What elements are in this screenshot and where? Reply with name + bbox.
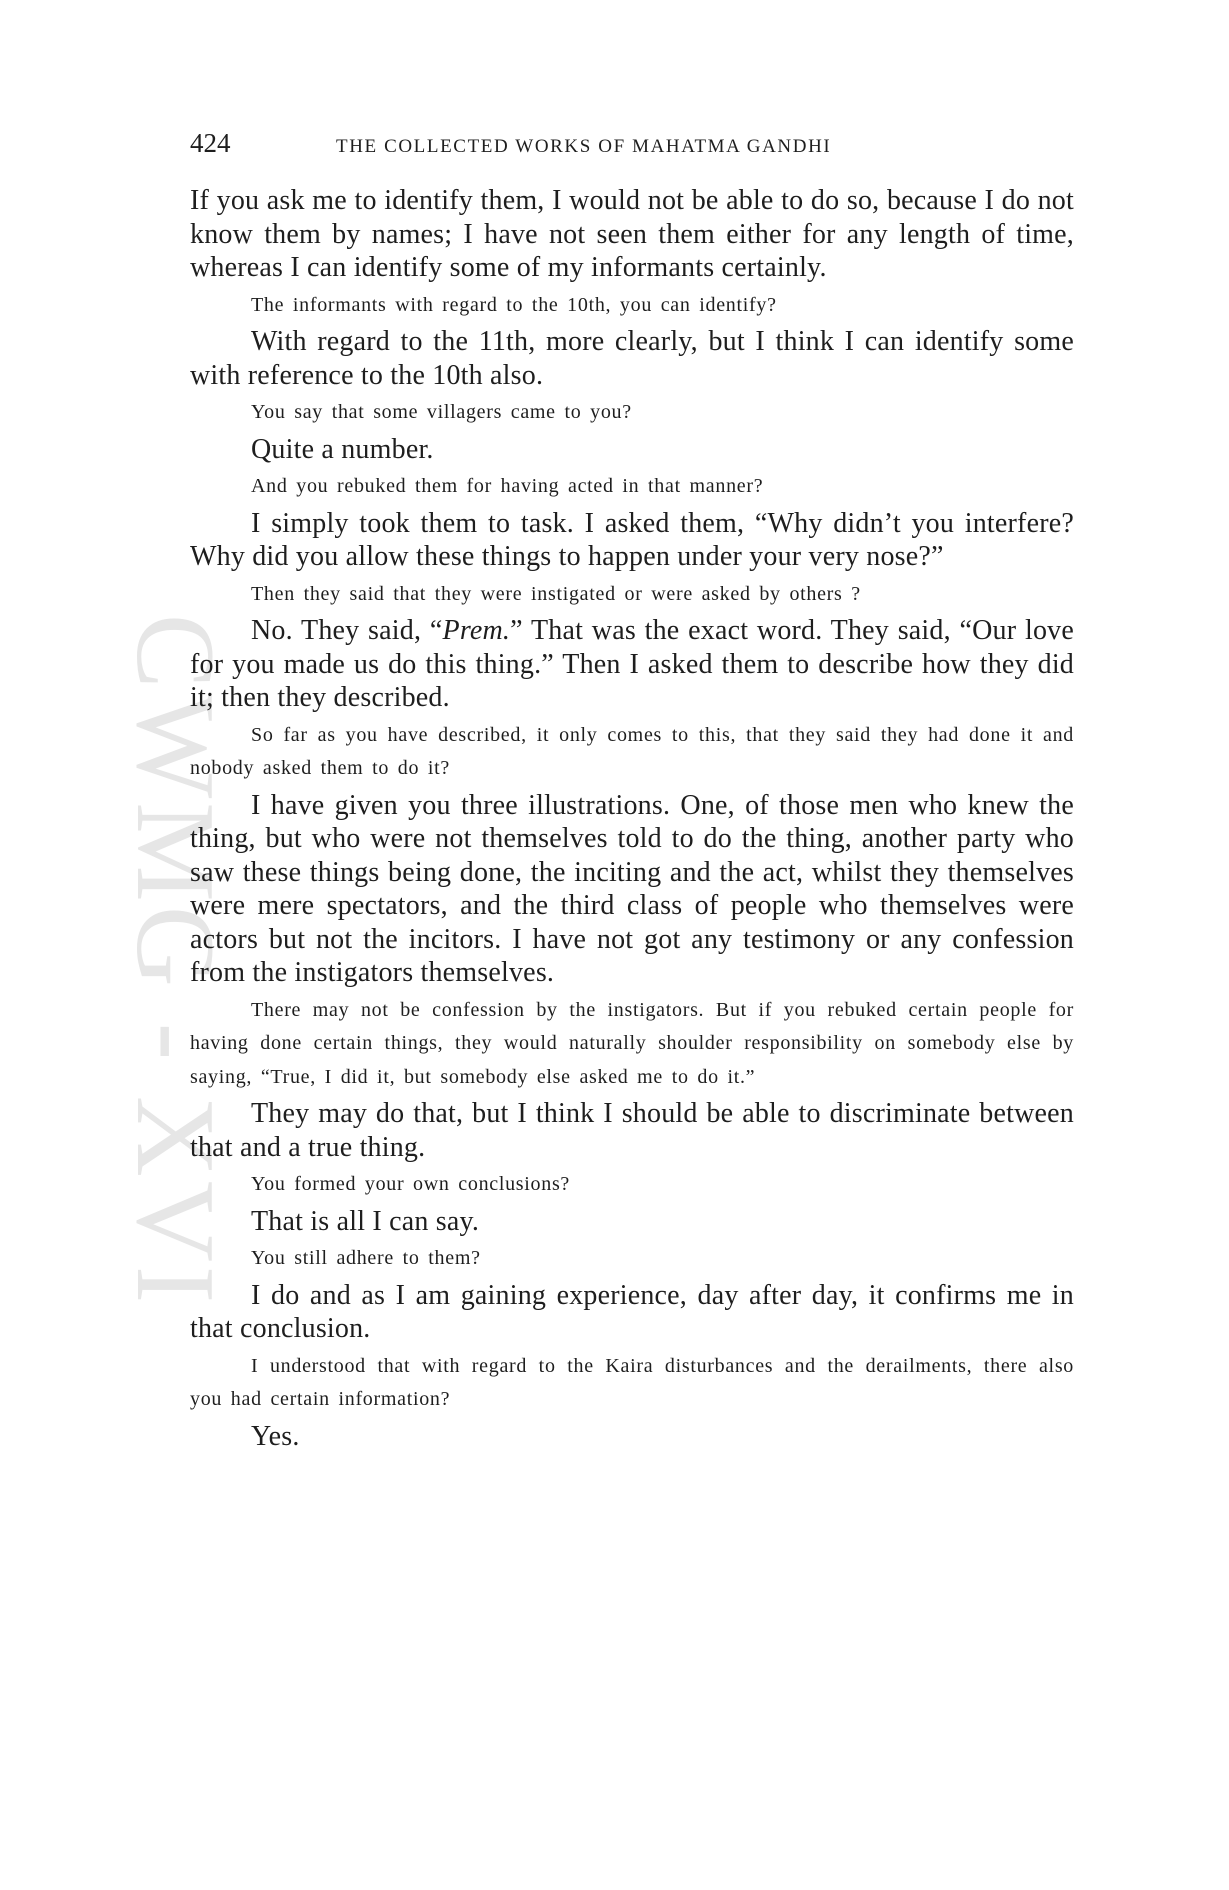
- answer-paragraph: Yes.: [251, 1420, 300, 1452]
- answer-paragraph: Quite a number.: [251, 433, 434, 465]
- question-paragraph: You still adhere to them?: [251, 1247, 481, 1269]
- page-number: 424: [190, 128, 231, 158]
- question-paragraph: The informants with regard to the 10th, you can identify?: [251, 293, 777, 316]
- question-paragraph: You say that some villagers came to you?: [251, 401, 632, 423]
- running-head: [190, 128, 1074, 164]
- answer-paragraph: [190, 614, 1074, 715]
- running-title: THE COLLECTED WORKS OF MAHATMA GANDHI: [336, 136, 832, 157]
- answer-paragraph: With regard to the 11th, more clearly, but I think I can identify some with reference to the 10th also.: [190, 326, 1074, 391]
- italic-word-prem: Prem.: [442, 615, 511, 646]
- question-paragraph: I understood that with regard to the Kaira disturbances and the derailments, there also you had certain information?: [190, 1354, 1074, 1410]
- question-paragraph: Then they said that they were instigated or were asked by others ?: [251, 582, 861, 605]
- answer-paragraph: I do and as I am gaining experience, day after day, it confirms me in that conclusion.: [190, 1279, 1074, 1344]
- question-paragraph: So far as you have described, it only comes to this, that they said they had done it and nobody asked them to do it?: [190, 723, 1074, 779]
- watermark-text: CWMG - XVI: [113, 613, 238, 1307]
- answer-paragraph: If you ask me to identify them, I would not be able to do so, because I do not know them by names; I have not seen them either for any length of time, whereas I can identify some of my informants certainly.: [190, 185, 1074, 283]
- answer-text-before: No. They said, “: [251, 615, 443, 646]
- question-paragraph: You formed your own conclusions?: [251, 1173, 571, 1195]
- answer-paragraph: I simply took them to task. I asked them, “Why didn’t you interfere? Why did you allow these things to happen under your very nose?”: [190, 507, 1074, 572]
- document-page: [190, 128, 1074, 1457]
- answer-text-after: ” That was the exact word. They said, “Our love for you made us do this thing.” Then I asked them to describe how they did it; then they described.: [190, 615, 1074, 713]
- answer-paragraph: I have given you three illustrations. One, of those men who knew the thing, but who were not themselves told to do the thing, another party who saw these things being done, the inciting and the act, whilst they themselves were mere spectators, and the third class of people who themselves were actors but not the incitors. I have not got any testimony or any confession from the instigators themselves.: [190, 789, 1074, 988]
- answer-paragraph: They may do that, but I think I should be able to discriminate between that and a true thing.: [190, 1098, 1074, 1163]
- question-paragraph: There may not be confession by the instigators. But if you rebuked certain people for having done certain things, they would naturally shoulder responsibility on somebody else by saying, “True, I did it, but somebody else asked me to do it.”: [190, 998, 1074, 1088]
- question-paragraph: And you rebuked them for having acted in that manner?: [251, 475, 764, 497]
- answer-paragraph: That is all I can say.: [251, 1205, 480, 1237]
